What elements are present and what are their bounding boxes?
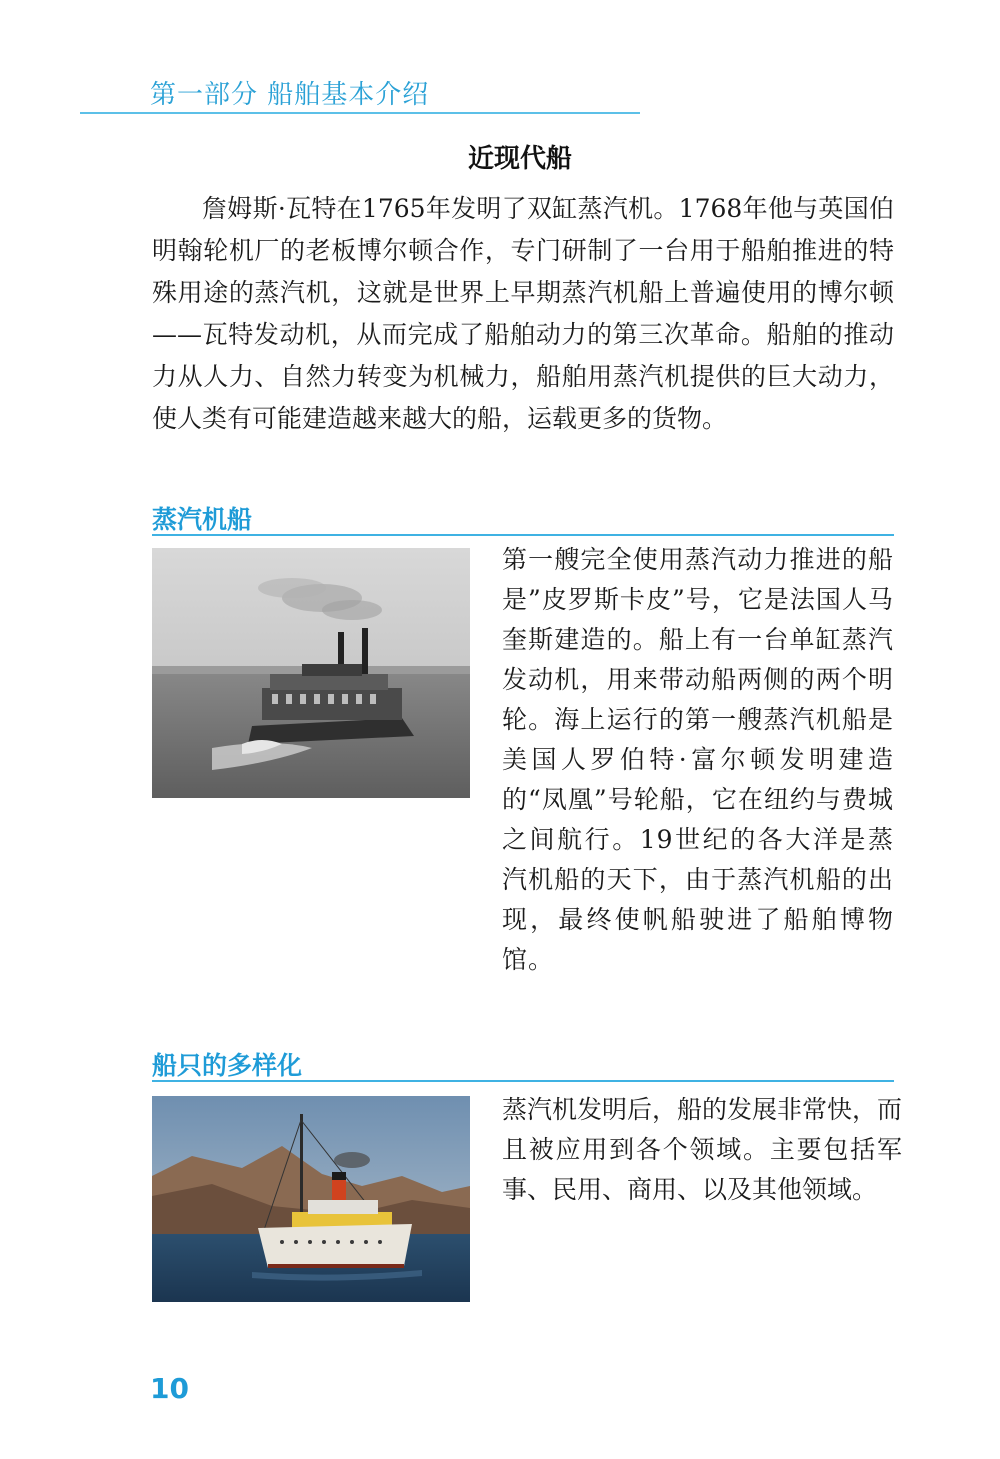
diversity-heading: 船只的多样化	[152, 1051, 303, 1080]
chapter-header: 第一部分 船舶基本介绍	[150, 80, 430, 110]
diversity-text: 蒸汽机发明后，船的发展非常快，而且被应用到各个领域。主要包括军事、民用、商用、以及其他领域。	[502, 1095, 903, 1204]
section-title: 近现代船	[468, 144, 573, 174]
diversity-rule	[152, 1080, 894, 1082]
steamship-heading: 蒸汽机船	[152, 505, 253, 534]
paddle-steamer-photo	[152, 548, 470, 798]
header-rule	[80, 112, 640, 114]
lake-steamer-photo	[152, 1096, 470, 1302]
page-number: 10	[150, 1372, 189, 1405]
steamship-rule	[152, 534, 894, 536]
steamship-text: 第一艘完全使用蒸汽动力推进的船是”皮罗斯卡皮”号，它是法国人马奎斯建造的。船上有一台单缸蒸汽发动机，用来带动船两侧的两个明轮。海上运行的第一艘蒸汽机船是美国人罗伯特·富尔顿发明建造的“凤凰”号轮船，它在纽约与费城之间航行。19世纪的各大洋是蒸汽机船的天下，由于蒸汽机船的出现，最终使帆船驶进了船舶博物馆。	[502, 545, 894, 974]
intro-paragraph: 詹姆斯·瓦特在1765年发明了双缸蒸汽机。1768年他与英国伯明翰轮机厂的老板博尔顿合作，专门研制了一台用于船舶推进的特殊用途的蒸汽机，这就是世界上早期蒸汽机船上普遍使用的博尔顿——瓦特发动机，从而完成了船舶动力的第三次革命。船舶的推动力从人力、自然力转变为机械力，船舶用蒸汽机提供的巨大动力，使人类有可能建造越来越大的船，运载更多的货物。	[152, 194, 894, 433]
